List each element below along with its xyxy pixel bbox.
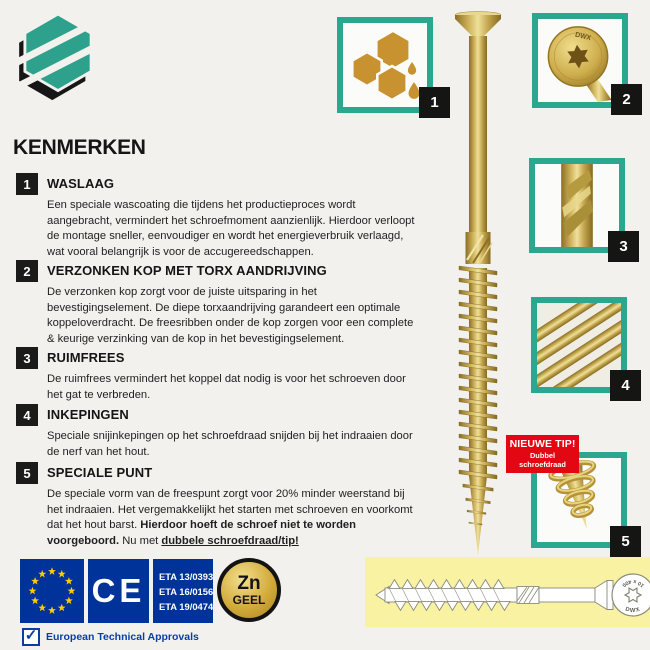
zn-symbol: Zn xyxy=(237,573,261,594)
eta-line: ETA 19/0474 xyxy=(159,600,214,612)
head-brand-marking: DWX xyxy=(624,606,642,615)
ruimfrees-photo xyxy=(535,164,619,247)
badge-line1: NIEUWE TIP! xyxy=(509,438,576,450)
approvals-label: European Technical Approvals xyxy=(46,631,199,643)
feature-title: VERZONKEN KOP MET TORX AANDRIJVING xyxy=(47,263,327,278)
torx-head-photo xyxy=(538,19,622,102)
feature-text: Nu met xyxy=(119,535,162,548)
feature-item-speciale-punt xyxy=(16,461,420,550)
eta-approvals-box xyxy=(153,559,213,623)
eu-flag-icon xyxy=(20,559,84,623)
feature-description: Een speciale wascoating die tijdens het productieproces wordt aangebracht, vermindert het schroefmoment aanzienlijk. Hierdoor verloopt de montage sneller, eenvoudiger en wordt het energieverbruik verlaagd, wat vooral belangrijk is voor de accugereedschappen. xyxy=(47,199,415,259)
schroefdraad-photo xyxy=(537,303,621,387)
zn-geel-badge xyxy=(217,558,281,622)
badge-line2: Dubbel schroefdraad xyxy=(519,451,566,469)
screw-product-photo xyxy=(448,6,508,558)
callout-number-tag: 5 xyxy=(610,526,641,557)
eta-line: ETA 16/0156 xyxy=(159,585,214,597)
checkbox-checked-icon: ✓ xyxy=(22,628,40,646)
tech-drawing-panel xyxy=(365,557,650,627)
feature-title: SPECIALE PUNT xyxy=(47,465,153,480)
page-title: KENMERKEN xyxy=(13,136,146,159)
callout-number-tag: 1 xyxy=(419,87,450,118)
ce-mark: CE xyxy=(88,559,149,623)
callout-number-tag: 2 xyxy=(611,84,642,115)
brand-logo-hexagon-icon xyxy=(14,10,102,108)
head-engraving: DWX xyxy=(574,31,592,43)
feature-number-badge: 5 xyxy=(16,462,38,484)
feature-item-verzonken-kop xyxy=(16,259,420,348)
feature-description: De verzonken kop zorgt voor de juiste uitsparing in het bevestigingselement. De diepe torxaandrijving garandeert een optimale koppeloverdracht. De freesribben onder de kop zorgen voor een complete & keurige verzinking van de kop in het bevestigingselement. xyxy=(47,286,414,346)
head-size-marking: 10 x 400 xyxy=(620,577,646,589)
feature-number-badge: 1 xyxy=(16,173,38,195)
feature-item-inkepingen xyxy=(16,403,420,460)
feature-text: De speciale vorm van de freespunt zorgt voor 20% minder weerstand bij het indraaien. Het vergemakkelijkt het starten met schroeven en voorkomt dat het hout barst. xyxy=(47,488,413,532)
callout-number-tag: 4 xyxy=(610,370,641,401)
feature-item-ruimfrees xyxy=(16,346,420,403)
feature-description: De ruimfrees vermindert het koppel dat nodig is voor het schroeven door het gat te verbreden. xyxy=(47,373,406,401)
zn-label: GEEL xyxy=(232,593,266,607)
feature-number-badge: 3 xyxy=(16,347,38,369)
feature-text-bold-underline: dubbele schroefdraad/tip! xyxy=(161,535,299,548)
feature-description: Speciale snijinkepingen op het schroefdraad snijden bij het indraaien door de nerf van het hout. xyxy=(47,430,413,458)
eta-line: ETA 13/0393 xyxy=(159,570,214,582)
feature-number-badge: 2 xyxy=(16,260,38,282)
feature-title: RUIMFREES xyxy=(47,350,125,365)
approvals-caption xyxy=(22,628,199,646)
feature-item-waslaag xyxy=(16,172,420,261)
feature-text-bold: Hierdoor hoeft de schroef niet te worden voorgeboord. xyxy=(47,519,356,548)
feature-title: INKEPINGEN xyxy=(47,407,129,422)
feature-title: WASLAAG xyxy=(47,176,115,191)
honeycomb-wax-icon xyxy=(343,23,427,107)
feature-description xyxy=(47,487,417,550)
screw-technical-drawing xyxy=(365,557,650,627)
callout-number-tag: 3 xyxy=(608,231,639,262)
feature-number-badge: 4 xyxy=(16,404,38,426)
nieuwe-tip-badge xyxy=(506,435,579,473)
